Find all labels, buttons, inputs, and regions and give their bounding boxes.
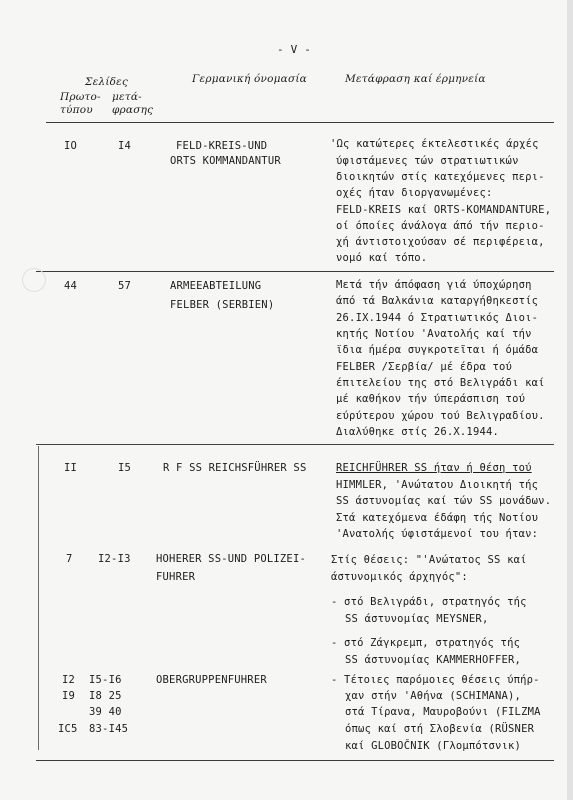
- row2-german-line2: FELBER (SERBIEN): [170, 299, 275, 311]
- row4-german-line1: HOHERER SS-UND POLIZEI-: [156, 553, 306, 565]
- row1-greek-line8: νομό καί τόπο.: [336, 252, 428, 264]
- row4-german-line2: FUHRER: [156, 571, 196, 583]
- row2-greek-line2: άπό τά Βαλκάνια καταργήθηκεστίς: [336, 295, 539, 307]
- row5-german-line1: OBERGRUPPENFUHRER: [156, 674, 267, 686]
- header-german-name: Γερμανική όνομασία: [192, 73, 307, 85]
- row5-original-page-1: I2: [62, 674, 76, 686]
- row4-greek-line1: Στίς θέσεις: "'Ανώτατος SS καί: [331, 554, 527, 566]
- row3-greek-line5: 'Ανατολής ύφιστάμενοί του ήταν:: [336, 528, 539, 540]
- row1-greek-line4: οχές ήταν διοργανωμένες:: [336, 187, 493, 199]
- row3-greek-line3: SS άστυνομίας καί τών SS μονάδων.: [336, 495, 552, 507]
- punch-hole-mark: [22, 268, 46, 292]
- row2-greek-line4: κητής Νοτίου 'Ανατολής καί τήν: [336, 328, 532, 340]
- row4-original-page: 7: [66, 553, 73, 565]
- row5-original-page-2: I9: [62, 690, 76, 702]
- row5-greek-line3: στά Τίρανα, Μαυροβούνι (FILZMA: [345, 706, 541, 718]
- header-original-line1: Πρωτο-: [60, 91, 101, 103]
- row3-translation-page: I5: [118, 462, 132, 474]
- header-translation-explanation: Μετάφραση καί έρμηνεία: [345, 73, 486, 85]
- left-margin-rule: [38, 446, 39, 750]
- row2-greek-line1: Μετά τήν άπόφαση γιά ύποχώρηση: [336, 279, 532, 291]
- row5-original-page-3: IC5: [58, 723, 78, 735]
- row2-greek-line7: έπιτελείου της στό Βελιγράδι καί: [336, 377, 545, 389]
- header-rule: [46, 122, 554, 123]
- row2-greek-line10: Διαλύθηκε στίς 26.X.1944.: [336, 426, 500, 438]
- row2-greek-line5: ϊδια ήμέρα συγκροτεῖται ή όμάδα: [336, 344, 539, 356]
- row4-greek-line4: SS άστυνομίας MEYSNER,: [345, 613, 489, 625]
- row-divider-2: [36, 444, 554, 445]
- row3-original-page: II: [64, 462, 78, 474]
- row3-greek-line1: REICHFÜHRER SS ήταν ή θέση τού: [336, 462, 532, 474]
- row4-greek-line3: - στό Βελιγράδι, στρατηγός τής: [331, 596, 527, 608]
- row5-translation-page-1: I5-I6: [89, 674, 122, 686]
- row1-greek-line1: 'Ως κατώτερες έκτελεστικές άρχές: [330, 138, 539, 150]
- row2-greek-line9: εύρύτερου χώρου τού Βελιγραδίου.: [336, 410, 545, 422]
- row5-translation-page-4: 83-I45: [89, 723, 129, 735]
- page-number: - V -: [277, 43, 312, 56]
- row1-greek-line6: οί όποίες άνάλογα άπό τήν περιο-: [336, 220, 545, 232]
- header-pages: Σελίδες: [85, 76, 129, 88]
- bottom-rule: [36, 760, 554, 761]
- row2-german-line1: ARMEEABTEILUNG: [170, 280, 262, 292]
- row3-german-line1: R F SS REICHSFÜHRER SS: [163, 462, 307, 474]
- row3-greek-line4: Στά κατεχόμενα έδάφη τής Νοτίου: [336, 512, 539, 524]
- row1-greek-line5: FELD-KREIS καί ORTS-KOMANDANTURE,: [336, 204, 552, 216]
- row-divider-1: [36, 271, 554, 272]
- row4-greek-line5: - στό Ζάγκρεμπ, στρατηγός τής: [331, 637, 521, 649]
- row1-german-line1: FELD-KREIS-UND: [176, 140, 268, 152]
- row5-translation-page-2: I8 25: [89, 690, 122, 702]
- row1-german-line2: ORTS KOMMANDANTUR: [170, 155, 281, 167]
- row2-original-page: 44: [64, 280, 78, 292]
- row5-greek-line2: χαν στήν 'Αθήνα (SCHIMANA),: [345, 690, 522, 702]
- row5-greek-line5: καί GLOBOČNIK (Γλομπότσνικ): [345, 740, 522, 752]
- row5-greek-line1: - Τέτοιες παρόμοιες θέσεις ύπήρ-: [331, 674, 540, 686]
- header-original-line2: τύπου: [60, 104, 93, 116]
- row5-greek-line4: όπως καί στή Σλοβενία (RÜSNER: [345, 723, 535, 735]
- row2-greek-line8: μέ καθήκον τήν ύπεράσπιση τού: [336, 393, 526, 405]
- row2-translation-page: 57: [118, 280, 132, 292]
- row2-greek-line6: FELBER /Σερβία/ μέ έδρα τού: [336, 361, 513, 373]
- row3-greek-line2: HIMMLER, 'Ανώτατου Διοικητή τής: [336, 479, 539, 491]
- page-edge-shadow: [567, 0, 573, 800]
- row4-translation-page: I2-I3: [98, 553, 131, 565]
- row2-greek-line3: 26.IX.1944 ό Στρατιωτικός Διοι-: [336, 312, 539, 324]
- row1-original-page: IO: [64, 140, 78, 152]
- row5-translation-page-3: 39 40: [89, 706, 122, 718]
- row1-greek-line3: διοικητών στίς κατεχόμενες περι-: [336, 171, 545, 183]
- row1-greek-line2: ύφιστάμενες τών στρατιωτικών: [336, 155, 519, 167]
- header-translation-line2: φρασης: [112, 104, 154, 116]
- row1-greek-line7: χή άντιστοιχούσαν σέ περιφέρεια,: [336, 236, 545, 248]
- row1-translation-page: I4: [118, 140, 132, 152]
- row4-greek-line2: άστυνομικός άρχηγός":: [331, 571, 468, 583]
- row4-greek-line6: SS άστυνομίας KAMMERHOFFER,: [345, 654, 522, 666]
- header-translation-line1: μετά-: [112, 91, 142, 103]
